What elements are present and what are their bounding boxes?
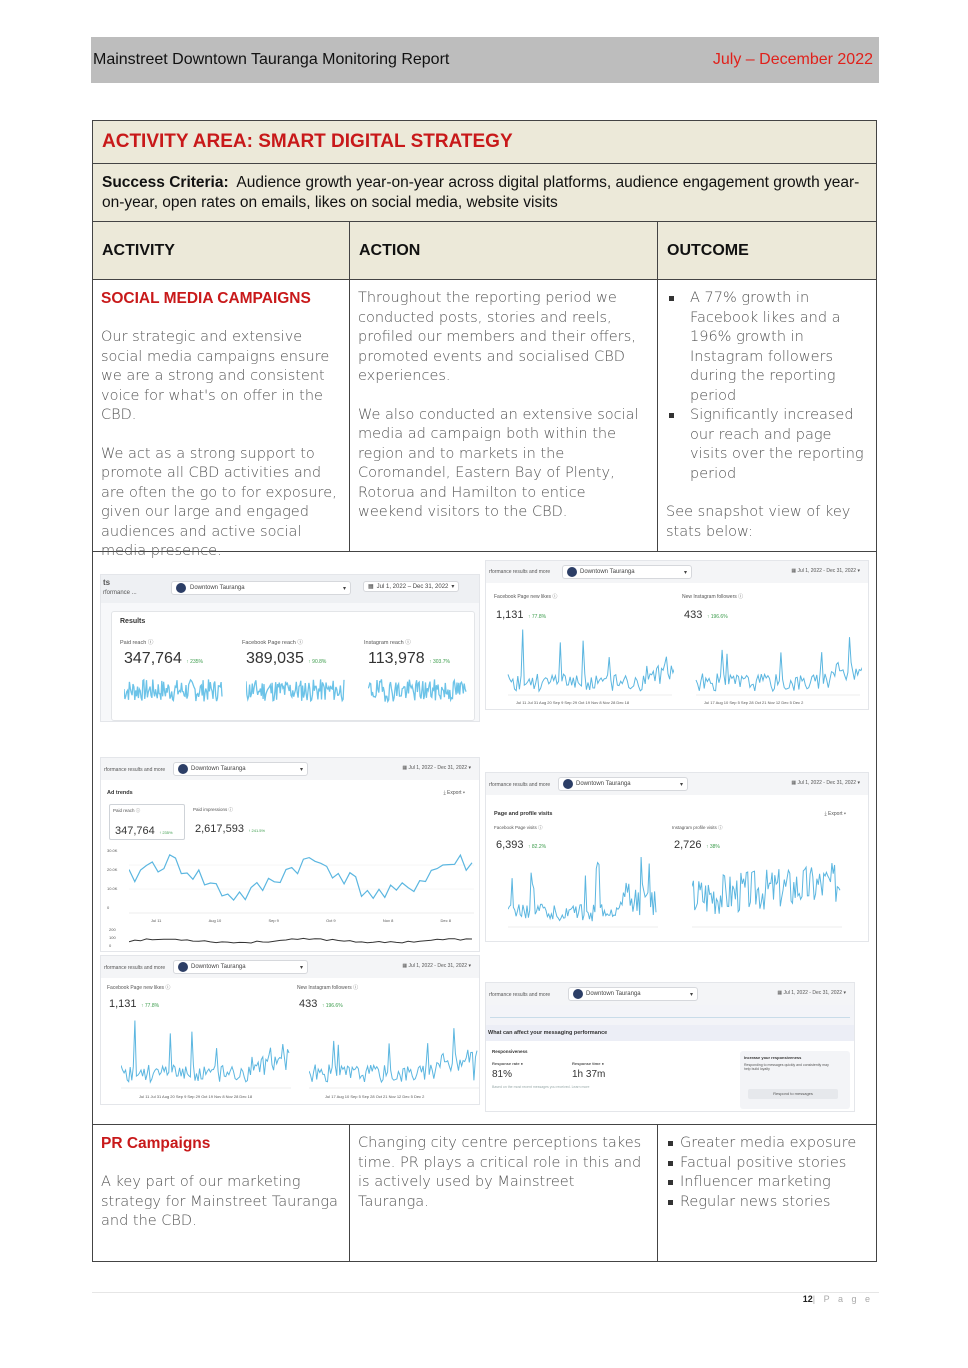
date-range: Jul 1, 2022 - Dec 31, 2022 [408,963,468,969]
messaging-label: What can affect your messaging performance [488,1030,608,1036]
social-heading: SOCIAL MEDIA CAMPAIGNS [101,290,311,307]
snapshots-row [93,552,876,1125]
social-outcome-note: See snapshot view of key stats below: [666,504,851,540]
fb-likes-chart [494,621,674,701]
pr-heading: PR Campaigns [101,1135,211,1152]
response-time-value: 1h 37m [572,1069,606,1080]
date-range-picker[interactable]: ▦ Jul 1, 2022 - Dec 31, 2022 ▾ [777,990,846,996]
fb-reach-value: 389,035 [246,650,304,667]
page-selector[interactable] [562,565,692,579]
results-snapshot [100,574,480,722]
col-outcome: OUTCOME [667,241,749,259]
success-criteria [93,164,876,222]
perf-label: rformance results and more [104,965,166,971]
paid-impr-change: ↑ 241.5% [248,828,266,833]
social-outcome-list [666,289,868,484]
ig-followers-label: New Instagram followers ⓘ [682,594,744,600]
paid-reach-label: Paid reach ⓘ [120,640,154,646]
calendar-icon: ▦ [368,584,374,590]
y-tick: 200 [109,927,116,932]
based-on-note: Based on the most recent messages you received. Learn more [492,1085,590,1089]
social-action-p2: We also conducted an extensive social media ad campaign both within the region and to markets in the Coromandel, Eastern Bay of Plenty, Rotorua and Hamilton to entice weekend visitors to the CBD. [358,406,639,520]
perf-short-label: rformance ... [103,590,137,596]
page-avatar [178,764,188,774]
ig-followers-label: New Instagram followers ⓘ [297,985,359,991]
results-label: Results [120,618,146,625]
pr-action-cell [350,1125,658,1261]
page-name: Downtown Tauranga [190,585,245,591]
response-time-label: Response time ● [572,1061,604,1066]
paid-reach-value: 347,764 [115,825,155,837]
report-header [91,37,879,83]
y-tick: 0 [107,905,110,910]
date-range: Jul 1, 2022 - Dec 31, 2022 [797,780,857,786]
fb-likes-change: ↑ 77.8% [527,614,547,620]
perf-label: rformance results and more [489,782,551,788]
fb-reach-label: Facebook Page reach ⓘ [242,640,303,646]
date-range: Jul 1, 2022 - Dec 31, 2022 [408,765,468,771]
page-avatar [567,567,577,577]
fb-visits-change: ↑ 82.2% [527,844,547,850]
page-selector[interactable] [558,777,688,791]
chevron-down-icon: ▾ [451,584,455,590]
chevron-down-icon: ▾ [299,766,303,773]
page-avatar [176,583,186,593]
column-headers [93,222,876,280]
social-action-cell [350,280,658,551]
fb-visits-value: 6,393 [496,839,524,851]
date-range-picker[interactable]: ▦ Jul 1, 2022 - Dec 31, 2022 ▾ [791,780,860,786]
date-range: Jul 1, 2022 - Dec 31, 2022 [797,568,857,574]
increase-card [740,1051,850,1109]
pr-outcome-item: Greater media exposure [666,1134,868,1154]
ad-trends-label: Ad trends [107,790,133,796]
followers-snapshot [485,560,869,710]
fb-likes-chart [121,1012,291,1092]
paid-reach-change: ↑ 235% [186,659,203,665]
perf-label: rformance results and more [104,767,166,773]
export-button[interactable]: ⤓ Export ▾ [443,790,465,796]
paid-reach-sparkline [124,672,224,712]
ig-followers-chart [682,621,862,701]
page-number [803,1294,873,1304]
social-outcome-item: Significantly increased our reach and page visits over the reporting period [666,406,868,484]
ig-followers-chart [309,1012,479,1092]
fb-likes-value: 1,131 [109,998,137,1010]
pr-action-text: Changing city centre perceptions takes time. PR plays a critical role in this and is actively used by Mainstreet Tauranga. [358,1135,642,1210]
chevron-down-icon: ▾ [689,991,693,998]
ig-followers-value: 433 [684,609,703,621]
page-avatar [563,779,573,789]
social-action-p1: Throughout the reporting period we conducted posts, stories and reels, profiled our members and their offers, promoted events and socialised CBD experiences. [358,290,636,384]
page-name: Downtown Tauranga [191,766,246,772]
report-title: Mainstreet Downtown Tauranga Monitoring Report [93,51,450,68]
social-media-row [93,280,876,559]
page-avatar [573,989,583,999]
y-tick: 30.0K [107,848,118,853]
ppv-label: Page and profile visits [494,811,553,817]
activity-table [92,120,877,1262]
page-selector[interactable] [173,762,308,776]
respond-button[interactable]: Respond to messages [748,1089,838,1099]
fb-visits-label: Facebook Page visits ⓘ [494,825,543,830]
y-tick: 0 [109,943,112,948]
pr-row [93,1125,876,1261]
perf-label: rformance results and more [489,569,551,575]
fb-likes-label: Facebook Page new likes ⓘ [494,594,558,600]
page-name: Downtown Tauranga [191,964,246,970]
fb-likes-change: ↑ 77.8% [140,1003,160,1009]
paid-reach-label: Paid reach ⓘ [113,808,141,813]
pr-outcome-list [666,1134,868,1212]
paid-reach-value: 347,764 [124,650,182,667]
y-tick: 100 [109,935,116,940]
followers-snapshot-2 [100,955,480,1105]
ig-visits-change: ↑ 38% [705,844,720,850]
date-range-picker[interactable]: ▦ Jul 1, 2022 - Dec 31, 2022 ▾ [791,568,860,574]
divider [490,1017,850,1018]
x-axis-dates: Jul 11 Jul 31 Aug 20 Sep 9 Sep 29 Oct 19 Nov 8 Nov 28 Dec 18 [139,1094,253,1099]
page-selector[interactable] [171,581,351,595]
chevron-down-icon: ▾ [683,569,687,576]
page-number-value: 12 [802,1294,813,1304]
pr-outcome-item: Influencer marketing [666,1173,868,1193]
page-avatar [178,962,188,972]
col-action: ACTION [350,222,658,279]
report-period: July – December 2022 [712,51,873,68]
ig-visits-label: Instagram profile visits ⓘ [672,825,723,830]
x-tick: Sep 9 [268,918,279,923]
perf-label: rformance results and more [489,992,551,998]
results-panel [111,611,475,721]
messaging-panel [486,1025,855,1112]
fb-likes-label: Facebook Page new likes ⓘ [107,985,171,991]
date-range: Jul 1, 2022 – Dec 31, 2022 [376,583,449,590]
page-selector[interactable] [568,987,698,1001]
page-name: Downtown Tauranga [586,991,641,997]
date-range-picker[interactable] [363,581,459,592]
followers-topbar [486,561,868,583]
page-name: Downtown Tauranga [580,569,635,575]
paid-reach-change: ↑ 235% [159,830,173,835]
social-activity-p2: We act as a strong support to promote all CBD activities and are often the go to for exposure, given our large and engaged audiences and active social media presence. [101,445,337,559]
increase-label: Increase your responsiveness [744,1055,802,1060]
response-rate-label: Response rate ● [492,1061,524,1066]
social-outcome-cell [658,280,876,551]
social-activity-cell [93,280,350,559]
pr-outcome-item: Regular news stories [666,1193,868,1213]
chevron-down-icon: ▾ [679,781,683,788]
increase-text: Responding to messages quickly and consistently may help build loyalty [744,1063,829,1071]
ig-followers-change: ↑ 196.6% [706,614,728,620]
pr-outcome-item: Factual positive stories [666,1154,868,1174]
pr-outcome-cell [658,1125,876,1261]
criteria-text: Audience growth year-on-year across digital platforms, audience engagement growth year-on-year, open rates on emails, likes on social media, website visits [102,174,860,211]
followers-topbar [101,956,479,978]
paid-impr-label: Paid impressions ⓘ [193,807,234,812]
activity-area-title: ACTIVITY AREA: SMART DIGITAL STRATEGY [93,121,876,164]
x-tick: Aug 10 [208,918,222,923]
x-axis-dates: Jul 17 Aug 10 Sep 5 Sep 28 Oct 21 Nov 12 Dec 5 Dec 2 [704,700,804,705]
ig-followers-value: 433 [299,998,318,1010]
paid-reach-tile[interactable] [109,804,185,840]
ig-reach-change: ↑ 303.7% [429,659,450,665]
col-activity: ACTIVITY [93,222,350,279]
ig-reach-label: Instagram reach ⓘ [364,640,411,646]
y-tick: 10.0K [107,886,118,891]
ad-reach-chart [129,842,474,916]
x-tick: Dec 8 [440,918,451,923]
page-selector[interactable] [173,960,308,974]
ig-visits-chart [692,853,842,931]
social-activity-p1: Our strategic and extensive social media campaigns ensure we are a strong and consistent voice for what's on offer in the CBD. [101,329,330,423]
paid-impr-value: 2,617,593 [195,823,244,835]
date-range: Jul 1, 2022 - Dec 31, 2022 [783,990,843,996]
criteria-label: Success Criteria: [102,174,229,191]
ig-reach-value: 113,978 [368,650,425,667]
y-tick: 20.0K [107,867,118,872]
fb-reach-change: ↑ 90.8% [308,659,327,665]
visits-topbar [486,773,868,795]
x-tick: Nov 8 [382,918,394,923]
chevron-down-icon: ▾ [299,964,303,971]
x-axis-dates: Jul 17 Aug 10 Sep 5 Sep 28 Oct 21 Nov 12 Dec 5 Dec 2 [325,1094,425,1099]
ad-impressions-chart [129,926,474,948]
ig-followers-change: ↑ 196.6% [321,1003,343,1009]
results-topbar [101,575,479,603]
x-tick: Oct 9 [326,918,336,923]
response-rate-value: 81% [492,1069,513,1080]
date-range-picker[interactable]: ▦ Jul 1, 2022 - Dec 31, 2022 ▾ [402,765,471,771]
fb-reach-sparkline [246,672,346,712]
footer-rule [92,1292,879,1293]
x-axis-dates: Jul 11 Jul 31 Aug 20 Sep 9 Sep 29 Oct 19 Nov 8 Nov 28 Dec 18 [516,700,630,705]
ig-reach-sparkline [368,672,468,712]
ad-x-axis [151,918,451,923]
ig-visits-value: 2,726 [674,839,702,851]
chevron-down-icon: ▾ [342,585,346,592]
fb-likes-value: 1,131 [496,609,524,621]
visits-snapshot [485,772,869,942]
page-label: | P a g e [812,1294,873,1304]
pr-activity-text: A key part of our marketing strategy for Mainstreet Tauranga and the CBD. [101,1174,338,1229]
messaging-snapshot [485,982,855,1112]
ad-y-axis [107,841,127,917]
pr-activity-cell [93,1125,350,1261]
responsiveness-label: Responsiveness [492,1049,528,1054]
ts-label: ts [103,578,111,587]
date-range-picker[interactable]: ▦ Jul 1, 2022 - Dec 31, 2022 ▾ [402,963,471,969]
ad-y2-axis [109,926,116,950]
ad-topbar [101,758,479,780]
page-name: Downtown Tauranga [576,781,631,787]
fb-visits-chart [508,853,658,931]
x-tick: Jul 11 [151,918,162,923]
ad-trends-snapshot [100,757,480,952]
social-outcome-item: A 77% growth in Facebook likes and a 196% growth in Instagram followers during the reporting period [666,289,868,406]
messaging-topbar [486,983,854,1005]
export-button[interactable]: ⤓ Export ▾ [824,811,846,817]
